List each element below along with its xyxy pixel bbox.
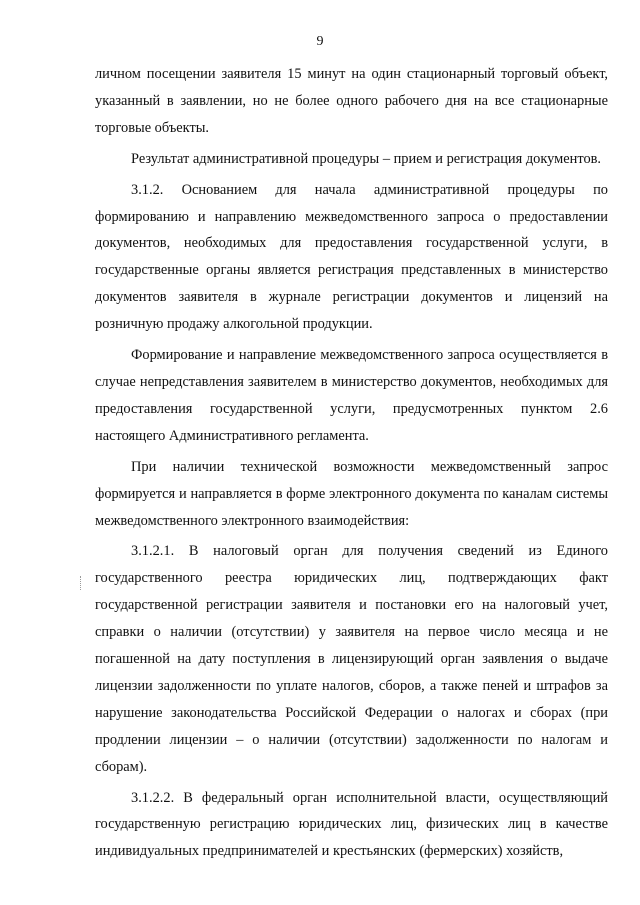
paragraph-3-1-2: 3.1.2. Основанием для начала административной процедуры по формированию и направлению межведомственного запроса о предоставлении документов, необходимых для предоставления государственной услуги, в государственные органы является регистрация представленных в министерство документов заявителя в журнале регистрации документов и лицензий на розничную продажу алкогольной продукции. bbox=[95, 181, 608, 333]
paragraph-3-1-2-1: 3.1.2.1. В налоговый орган для получения сведений из Единого государственного реестра юридических лиц, подтверждающих факт государственной регистрации заявителя и постановки его на налоговый учет, справки о наличии (отсутствии) у заявителя на первое число месяца и не погашенной на дату поступления в лицензирующий орган заявления о выдаче лицензии задолженности по уплате налогов, сборов, а также пеней и штрафов за нарушение законодательства Российской Федерации о налогах и сборах (при продлении лицензии – о наличии (отсутствии) задолженности по налогам и сборам). bbox=[95, 543, 608, 775]
paragraph-electronic-request: При наличии технической возможности межведомственный запрос формируется и направляется в форме электронного документа по каналам системы межведомственного электронного взаимодействия: bbox=[95, 458, 608, 529]
page-number: 9 bbox=[316, 34, 324, 49]
paragraph-3-1-2-2: 3.1.2.2. В федеральный орган исполнительной власти, осуществляющий государственную регистрацию юридических лиц, физических лиц в качестве индивидуальных предпринимателей и крестьянских (фермерских) хозяйств, bbox=[95, 789, 608, 860]
paragraph-procedure-result: Результат административной процедуры – прием и регистрация документов. bbox=[131, 150, 602, 167]
paragraph-request-formation: Формирование и направление межведомственного запроса осуществляется в случае непредставления заявителем в министерство документов, необходимых для предоставления государственной услуги, предусмотренных пунктом 2.6 настоящего Административного регламента. bbox=[95, 347, 608, 444]
document-body bbox=[95, 61, 608, 865]
scan-margin-mark bbox=[80, 576, 82, 590]
paragraph-continuation: личном посещении заявителя 15 минут на один стационарный торговый объект, указанный в заявлении, но не более одного рабочего дня на все стационарные торговые объекты. bbox=[95, 66, 608, 136]
